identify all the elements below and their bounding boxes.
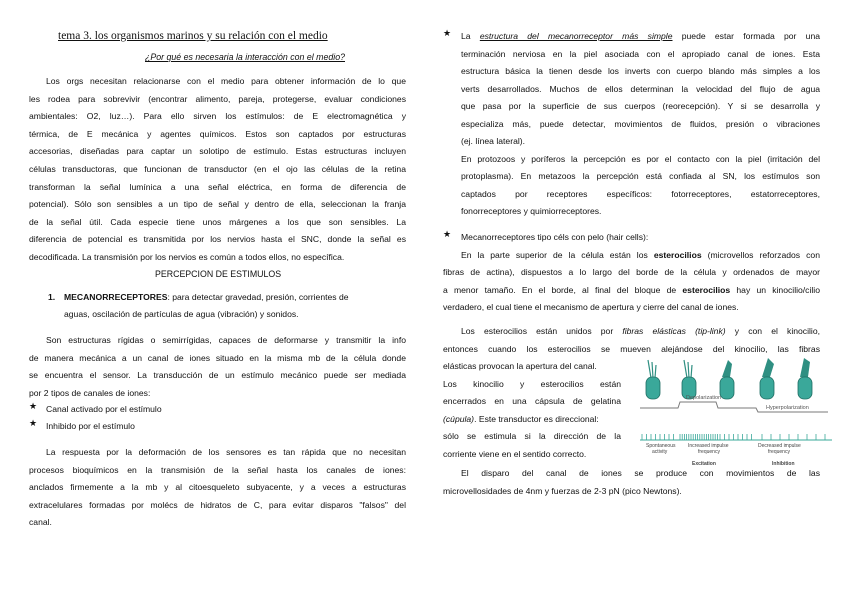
para-line [443,282,820,299]
label-increased-2: frequency [698,449,720,455]
para-line: entonces cuando los esterocilios se mueven alejándose del kinocilio, las fibras [443,343,820,354]
hair-cell-4 [760,358,774,399]
impulse-spike-train [642,434,825,440]
list-number: 1. [48,292,56,302]
text-span: La [461,31,480,41]
para-line: les rodea para sobrevivir (encontrar alimento, pareja, protegerse, evaluar condiciones [29,93,406,104]
hair-cell-figure [638,356,838,476]
para-line: protoplasma). En metazoos la percepción está confiada al SN, los estímulos son [461,171,820,181]
section-subtitle: ¿Por qué es necesaria la interacción con el medio? [145,52,345,62]
para-line: térmica, de E mecánica y agentes químicos. Estos son captados por estructuras [29,128,406,139]
para-line: decodificada. La transmisión por los nervios es común a todos ellos, no específica. [29,252,345,262]
para-line: verts desarrollados. Muchos de ellos determinan la velocidad del flujo de agua [461,83,820,94]
label-excitation: Excitation [692,461,716,467]
para-line: diferencia de potencial es transmitida por los nervios hasta el SNC, donde la señal es [29,234,406,245]
label-hyperpolarization: Hyperpolarization [766,405,809,411]
para-line: de la señal útil. Cada especie tiene unos márgenes a los que son sensibles. La [29,216,406,227]
para-line: Los orgs necesitan relacionarse con el medio para obtener información de lo que [46,76,406,86]
para-line: Los kinocilio y esterocilios están [443,378,621,389]
para-line: se encuentra el sensor. La transducción de un estímulo mecánico puede ser mediada [29,370,406,381]
list-line-2: aguas, oscilación de partículas de agua (vibración) y sonidos. [64,309,299,319]
para-line: En protozoos y poríferos la percepción es por el contacto con la piel (irritación del [461,153,820,164]
para-line: verdadero, el cual tiene el mecanismo de apertura y cierre del canal de iones. [443,302,739,312]
star-bullet-icon: ★ [29,401,38,411]
para-line [461,247,820,264]
para-line: fibras de actina), dispuestos a lo largo del borde de la célula y ordenados de mayor [443,267,820,277]
para-line [443,411,623,428]
emphasis-text: (cúpula) [443,413,475,424]
para-line: procesos bioquímicos en la transmisión de la señal hasta los canales de iones: [29,464,406,475]
para-line: corriente viene en el sentido correcto. [443,448,587,459]
para-line [461,323,820,340]
label-decreased-2: frequency [768,449,790,455]
label-depolarization: Depolarization [686,395,722,401]
list-title: MECANORRECEPTORES [64,292,168,302]
section-heading: PERCEPCION DE ESTIMULOS [155,269,282,279]
para-line: estructura básica la tienen desde los inverts con cuerpo blando más simples a los [461,66,820,76]
para-line: sólo se estimula si la dirección de la [443,431,621,441]
label-spontaneous-2: activity [652,449,668,455]
hair-cell-3 [720,360,734,399]
star-bullet-icon: ★ [443,229,452,239]
para-line: Son estructuras rígidas o semirrígidas, capaces de deformarse y transmitir la info [46,335,406,345]
term-esterocilios: esterocilios [682,284,731,295]
para-line: encerrados en una cápsula de gelatina [443,396,621,406]
para-line: ambientales: O2, luz…). Para ello sirven los estímulos: de E electromagnética y [29,111,406,122]
label-decreased: Decreased impulse [758,443,801,449]
hair-cell-2 [682,360,696,399]
emphasis-text: estructura del mecanorreceptor más simple [479,31,673,41]
label-increased: Increased impulse [688,443,729,449]
para-line: La respuesta por la deformación de los sensores es tan rápida que no necesitan [46,447,406,457]
para-line: fonorreceptores y quimiorreceptores. [461,206,602,216]
para-line: que pasa por la superficie de sus cuerpos (reorecepción). Y si se desarrolla y [461,101,820,111]
para-line: El disparo del canal de iones se produce con movimientos de las [461,468,820,478]
para-line: especializa más, puede detectar, movimientos de fluidos, presión o vibraciones [461,118,820,129]
para-line: captados por receptores específicos: fotorreceptores, estatorreceptores, [461,188,820,199]
para-line: accesorias, diseñadas para captar un solotipo de estímulo. Estas estructuras incluyen [29,146,406,157]
para-line: (ej. línea lateral). [461,136,526,146]
para-line: transforman la señal lumínica a una señal eléctrica, en forma de diferencia de [29,181,406,192]
para-line: anclados firmemente a la mb y al citoesqueleto subyacente, y a veces a estructuras [29,482,406,493]
para-line: terminación nerviosa en la piel asociada con el apropiado canal de iones. Esta [461,48,820,59]
label-spontaneous: Spontaneous [646,443,676,449]
emphasis-text: fibras elásticas (tip-link) [622,326,726,336]
hair-cell-5 [798,358,812,399]
para-line: microvellosidades de 4nm y fuerzas de 2-3 pN (pico Newtons). [443,485,682,496]
hair-cells-heading: Mecanorreceptores tipo céls con pelo (hair cells): [461,232,649,242]
hair-cell-1 [646,360,660,399]
star-bullet-icon: ★ [443,28,452,38]
list-line [64,289,406,306]
para-line: elásticas provocan la apertura del canal. [443,361,597,371]
text-span: puede estar formada por una [672,31,820,41]
text-span: Los esterocilios están unidos por [461,326,623,336]
list-line-rest: : para detectar gravedad, presión, corrientes de [167,292,349,302]
text-span: . Este transductor es direccional: [474,413,599,424]
para-line: de manera mecánica a un canal de iones situado en la misma mb de la célula donde [29,352,406,363]
text-span: a menor tamaño. En el borde, al final del bloque de [443,284,683,295]
bullet-item-2: Inhibido por el estímulo [46,421,135,431]
term-esterocilios: esterocilios [653,249,702,260]
para-line: canal. [29,517,52,528]
text-span: hay un kinocilio/cilio [730,284,820,295]
label-inhibition: Inhibition [772,461,795,467]
star-bullet-icon: ★ [29,418,38,428]
text-span: (microvellos reforzados con [701,249,820,260]
para-line: células transductoras, que funcionan de transductor (en el ojo las células de la retina [29,164,406,174]
para-line: extracelulares formadas por molécs de hidratos de C, para evitar disparos "falsos" del [29,499,406,510]
para-line: potencial). Sólo son sensibles a un tipo de señal y dentro de ella, seleccionan la franja [29,199,406,210]
star-item-line [461,28,820,45]
para-line: por 2 tipos de canales de iones: [29,387,151,398]
bullet-item-1: Canal activado por el estímulo [46,404,162,414]
text-span: y con el kinocilio, [725,326,820,336]
page-title: tema 3. los organismos marinos y su relación con el medio [58,30,328,42]
text-span: En la parte superior de la célula están los [461,249,654,260]
